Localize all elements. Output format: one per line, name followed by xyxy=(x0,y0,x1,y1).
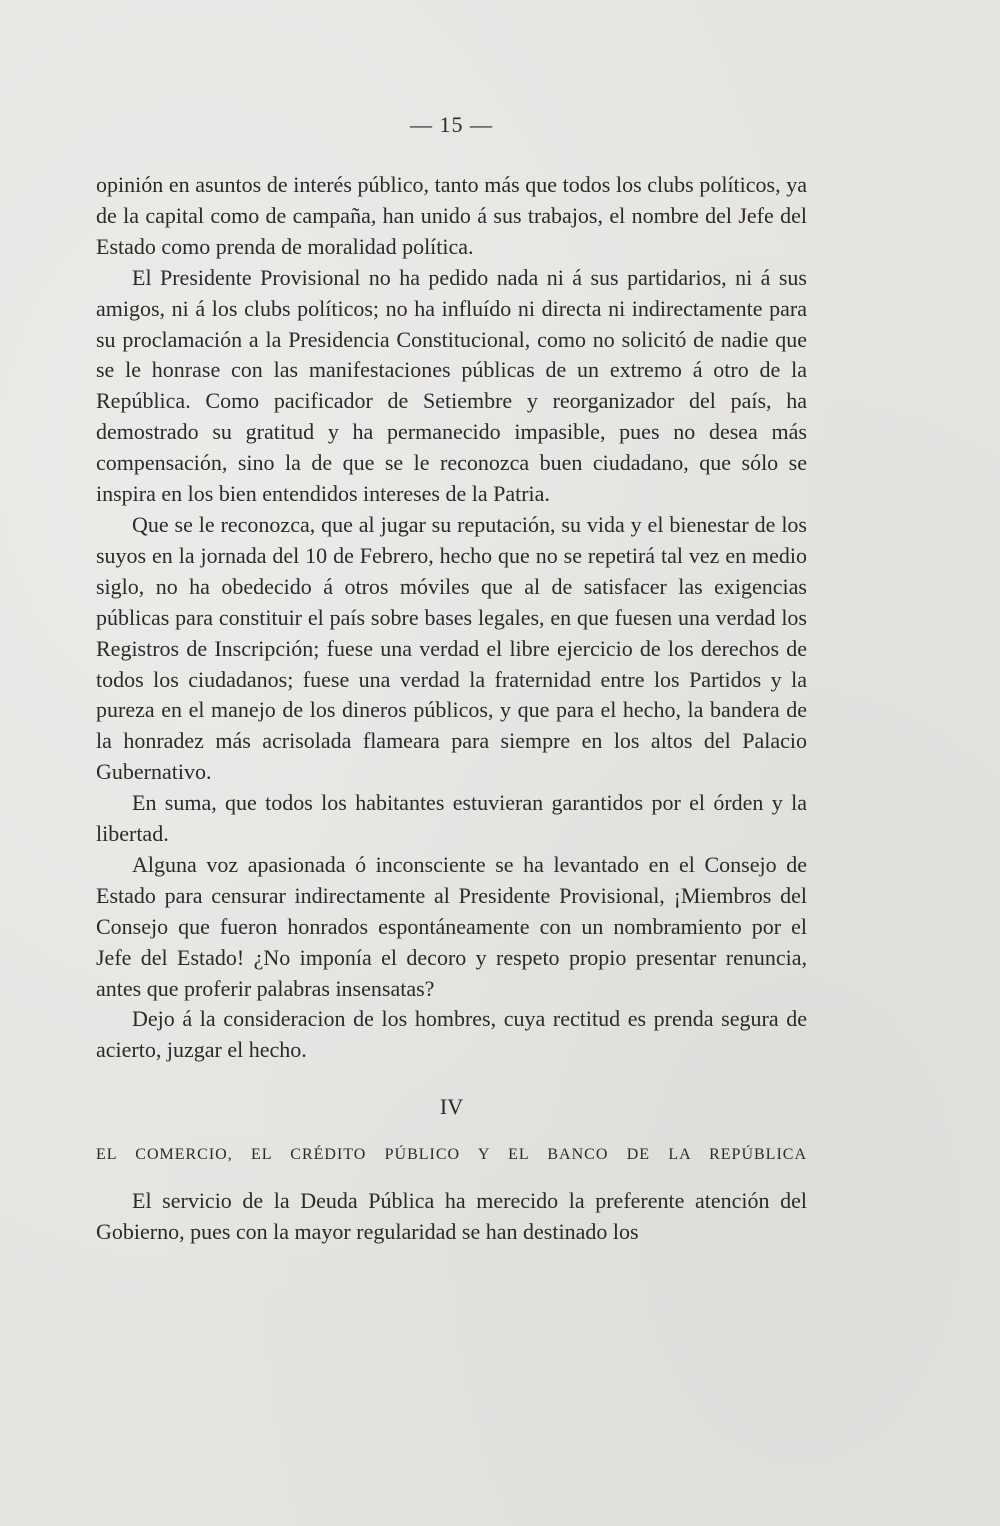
section-title: EL COMERCIO, EL CRÉDITO PÚBLICO Y EL BANCO DE LA REPÚBLICA xyxy=(96,1146,807,1164)
paragraph-5: Alguna voz apasionada ó inconsciente se ha levantado en el Consejo de Estado para censurar indirectamente al Presidente Provisional, ¡Miembros del Consejo que fueron honrados espontáneamente con un nombramiento por el Jefe del Estado! ¿No imponía el decoro y respeto propio presentar renuncia, antes que proferir palabras insensatas? xyxy=(96,851,807,1001)
page-number: — 15 — xyxy=(410,112,493,137)
paragraph-3: Que se le reconozca, que al jugar su reputación, su vida y el bienestar de los suyos en la jornada del 10 de Febrero, hecho que no se repetirá tal vez en medio siglo, no ha obedecido á otros móviles que al de satisfacer las exigencias públicas para constituir el país sobre bases legales, en que fuesen una verdad los Registros de Inscripción; fuese una verdad el libre ejercicio de los derechos de todos los ciudadanos; fuese una verdad la fraternidad entre los Partidos y la pureza en el manejo de los dineros públicos, y que para el hecho, la bandera de la honradez más acrisolada flameara para siempre en los altos del Palacio Gubernativo. xyxy=(96,511,807,785)
paragraph-6: Dejo á la consideracion de los hombres, cuya rectitud es prenda segura de acierto, juzgar el hecho. xyxy=(96,1006,807,1063)
section-body-text xyxy=(96,1186,807,1248)
body-text xyxy=(96,170,807,1066)
paragraph-2: El Presidente Provisional no ha pedido nada ni á sus partidarios, ni á sus amigos, ni á los clubs políticos; no ha influído ni directa ni indirectamente para su proclamación a la Presidencia Constitucional, como no solicitó de nadie que se le honrase con las manifestaciones públicas de un extremo á otro de la República. Como pacificador de Setiembre y reorganizador del país, ha demostrado su gratitud y ha permanecido impasible, pues no desea más compensación, sino la de que se le reconozca buen ciudadano, que sólo se inspira en los bien entendidos intereses de la Patria. xyxy=(96,264,807,507)
section-numeral: IV xyxy=(439,1094,464,1120)
section-paragraph-1: El servicio de la Deuda Pública ha merecido la preferente atención del Gobierno, pues con la mayor regularidad se han destinado los xyxy=(96,1188,807,1245)
paragraph-4: En suma, que todos los habitantes estuvieran garantidos por el órden y la libertad. xyxy=(96,790,807,847)
paragraph-1: opinión en asuntos de interés público, tanto más que todos los clubs políticos, ya de la capital como de campaña, han unido á sus trabajos, el nombre del Jefe del Estado como prenda de moralidad política. xyxy=(96,172,807,259)
